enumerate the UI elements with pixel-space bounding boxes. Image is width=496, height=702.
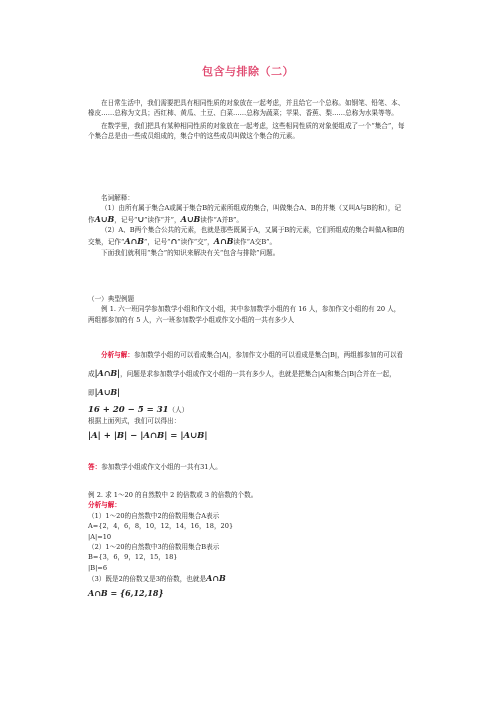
- example-2-question: 例 2. 求 1～20 的自然数中 2 的倍数或 3 的倍数的个数。: [88, 491, 258, 499]
- example-2-line-6: |B|=6: [88, 563, 108, 572]
- intersection-set-line: A∩B = {6,12,18}: [88, 588, 164, 598]
- union-symbol-2: A∪B: [180, 213, 201, 224]
- intro-paragraph-2: 在数学里，我们把具有某种相同性质的对象放在一起考虑，这些相同性质的对象便组成了一个“集合”，每个集合总是由一些成员组成的，集合中的这些成员叫做这个集合的元素。: [88, 121, 405, 141]
- union-text-c: ”读作“并”，: [144, 215, 181, 224]
- calculation-unit: （人）: [168, 406, 189, 414]
- cap-symbol: ∩: [170, 235, 178, 246]
- cup-symbol: ∪: [137, 213, 145, 224]
- inter-text-a: （2）A、B两个集合公共的元素，也就是那些既属于A，又属于B的元素，它们所组成的集合叫做A和B的交集，记作“: [88, 226, 405, 246]
- example-1-question: 例 1. 六一班同学参加数学小组和作文小组，其中参加数学小组的有 16 人，参加作文小组的有 20 人，两组都参加的有 5 人，六一班参加数学小组或作文小组的一共有多少人: [88, 305, 401, 324]
- answer-line: [88, 462, 406, 472]
- terms-heading: 名词解释：: [101, 194, 134, 202]
- example-2-line-4: （2）1～20的自然数中3的倍数用集合B表示: [88, 543, 220, 552]
- answer-label: 答：: [88, 463, 102, 471]
- example-2-line-3: |A|=10: [88, 532, 112, 541]
- example-2-line-5: B={3，6，9，12，15，18}: [88, 553, 178, 562]
- example-2-analysis-label: 分析与解：: [88, 501, 121, 510]
- union-symbol: A∪B: [94, 213, 115, 224]
- intersection-symbol: A∩B: [124, 235, 145, 246]
- union-text-d: 读作“A并B”。: [200, 215, 244, 224]
- intro-section: [88, 98, 406, 142]
- union-text-b: ，记号“: [114, 215, 138, 224]
- page-title: 包含与排除（二）: [202, 65, 294, 78]
- abs-intersection: |A∩B|: [94, 368, 121, 378]
- terms-section: [88, 193, 406, 258]
- answer-text: 参加数学小组或作文小组的一共有31人。: [101, 463, 222, 471]
- example-2-line-7: [88, 573, 406, 584]
- intro-paragraph-1: 在日常生活中，我们需要把具有相同性质的对象放在一起考虑，并且给它一个总称。如钢笔、铅笔、本、橡皮……总称为文具；西红柿、黄瓜、土豆、白菜……总称为蔬菜；苹果、香蕉、梨……总称为水果等等。: [88, 99, 405, 118]
- formula-line: |A| + |B| − |A∩B| = |A∪B|: [88, 431, 208, 441]
- lead-paragraph: 下面我们就利用“集合”的知识来解决有关“包含与排除”问题。: [101, 249, 280, 258]
- abs-union: |A∪B|: [94, 387, 121, 397]
- inter-text-c: ”读作“交”，: [177, 237, 214, 246]
- example-1-analysis: [88, 346, 406, 402]
- analysis-label: 分析与解：: [101, 351, 134, 359]
- inter-text-b: ”，记号“: [144, 237, 171, 246]
- union-text-a: （1）由所有属于集合A或属于集合B的元素所组成的集合，叫做集合A、B的并集（又叫A与B的和），记作: [88, 204, 402, 224]
- example-1-section: [88, 294, 406, 325]
- analysis-text-1: 参加数学小组的可以看成集合|A|，参加作文小组的可以看成是集合|B|，两组都参加的可以看成: [88, 351, 404, 378]
- analysis-paragraph: [88, 346, 406, 402]
- example-2-line-1: （1）1～20的自然数中2的倍数用集合A表示: [88, 511, 220, 520]
- analysis-text-2: ，问题是求参加数学小组或作文小组的一共有多少人，也就是把集合|A|和集合|B|合并在一起，即: [88, 370, 396, 397]
- calculation: 16 + 20 − 5 = 31: [88, 405, 169, 415]
- inter-text-d: 读作“A交B”。: [233, 237, 277, 246]
- intersection-symbol-2: A∩B: [213, 235, 234, 246]
- section-heading: （一）典型例题: [88, 295, 135, 303]
- union-definition: [88, 203, 406, 225]
- calculation-line: [88, 404, 188, 415]
- derive-line: [88, 416, 406, 426]
- example-2-section: [88, 490, 406, 585]
- example-2-intersection-symbol: A∩B: [206, 573, 226, 584]
- example-2-line-2: A={2，4，6，8，10，12，14，16，18，20}: [88, 522, 234, 531]
- intersection-definition: [88, 225, 406, 247]
- example-2-line-7-text: （3）既是2的倍数又是3的倍数，也就是: [88, 575, 207, 584]
- derive-text: 根据上面列式，我们可以得出：: [88, 417, 181, 425]
